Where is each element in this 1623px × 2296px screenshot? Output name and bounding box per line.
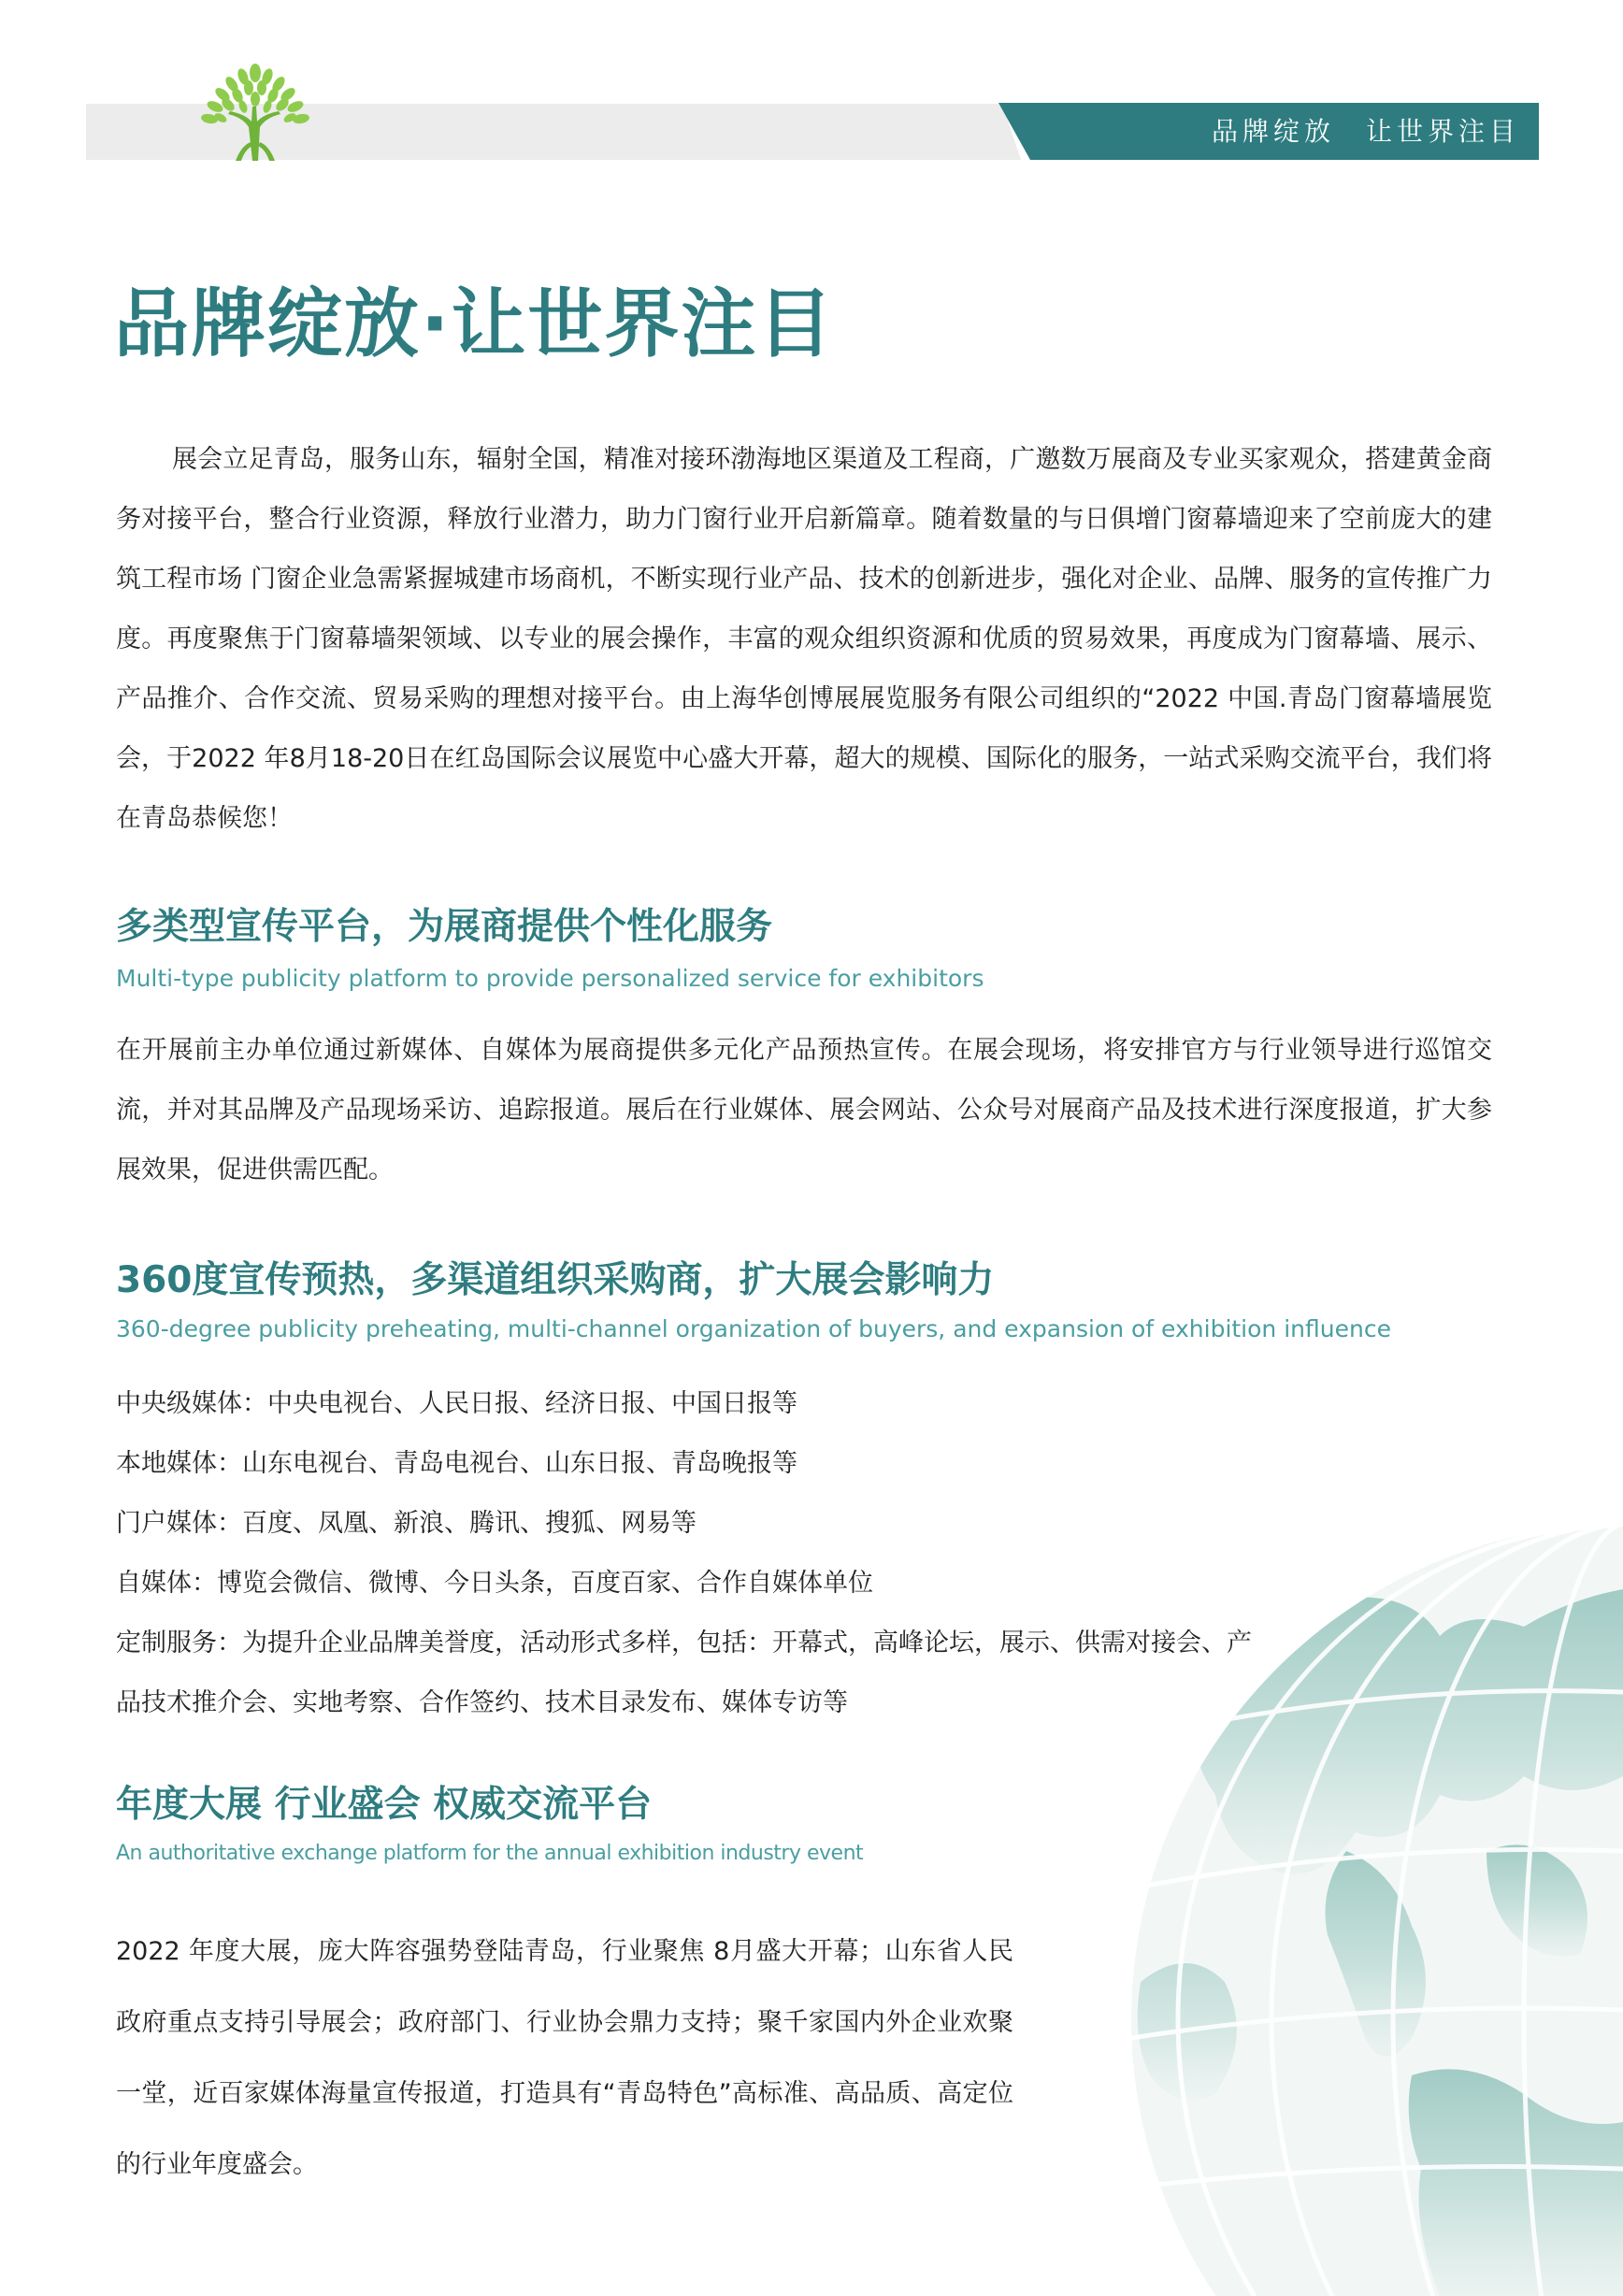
section3-subtitle: An authoritative exchange platform for the annual exhibition industry event bbox=[116, 1842, 864, 1865]
section1-body: 在开展前主办单位通过新媒体、自媒体为展商提供多元化产品预热宣传。在展会现场，将安排官方与行业领导进行巡馆交流，并对其品牌及产品现场采访、追踪报道。展后在行业媒体、展会网站、公众号对展商产品及技术进行深度报道，扩大参展效果，促进供需匹配。 bbox=[116, 1036, 1492, 1184]
intro-paragraph: 展会立足青岛，服务山东，辐射全国，精准对接环渤海地区渠道及工程商，广邀数万展商及专业买家观众，搭建黄金商务对接平台，整合行业资源，释放行业潜力，助力门窗行业开启新篇章。随着数量的与日俱增门窗幕墙迎来了空前庞大的建筑工程市场 门窗企业急需紧握城建市场商机，不断实现行业产品、技术的创新进步，强化对企业、品牌、服务的宣传推广力度。再度聚焦于门窗幕墙架领域、以专业的展会操作，丰富的观众组织资源和优质的贸易效果，再度成为门窗幕墙、展示、产品推介、合作交流、贸易采购的理想对接平台。由上海华创博展展览服务有限公司组织的“2022 中国.青岛门窗幕墙展览会，于2022 年8月18-20日在红岛国际会议展览中心盛大开幕，超大的规模、国际化的服务，一站式采购交流平台，我们将在青岛恭候您！ bbox=[116, 445, 1492, 833]
tree-logo-icon bbox=[187, 60, 327, 163]
page-title: 品牌绽放·让世界注目 bbox=[114, 280, 835, 367]
media-item-custom: 定制服务：为提升企业品牌美誉度，活动形式多样，包括：开幕式，高峰论坛，展示、供需对接会、产品技术推介会、实地考察、合作签约、技术目录发布、媒体专访等 bbox=[116, 1629, 1252, 1717]
header-banner-text: 品牌绽放 让世界注目 bbox=[1211, 116, 1520, 147]
section1-subtitle: Multi-type publicity platform to provide personalized service for exhibitors bbox=[116, 965, 984, 992]
section1-title: 多类型宣传平台，为展商提供个性化服务 bbox=[116, 906, 773, 948]
media-item-portal: 门户媒体：百度、凤凰、新浪、腾讯、搜狐、网易等 bbox=[116, 1509, 697, 1538]
section2-title: 360度宣传预热，多渠道组织采购商，扩大展会影响力 bbox=[116, 1259, 995, 1301]
section2-subtitle: 360-degree publicity preheating, multi-channel organization of buyers, and expansion of exhibition influence bbox=[116, 1315, 1391, 1342]
section3-body: 2022 年度大展，庞大阵容强势登陆青岛，行业聚焦 8月盛大开幕；山东省人民政府重点支持引导展会；政府部门、行业协会鼎力支持；聚千家国内外企业欢聚一堂，近百家媒体海量宣传报道，打造具有“青岛特色”高标准、高品质、高定位的行业年度盛会。 bbox=[116, 1937, 1013, 2179]
media-list bbox=[116, 1374, 1266, 1733]
media-item-self: 自媒体：博览会微信、微博、今日头条，百度百家、合作自媒体单位 bbox=[116, 1569, 873, 1598]
media-item-central: 中央级媒体：中央电视台、人民日报、经济日报、中国日报等 bbox=[116, 1389, 797, 1418]
globe-graphic-icon bbox=[1131, 1496, 1623, 2296]
media-item-local: 本地媒体：山东电视台、青岛电视台、山东日报、青岛晚报等 bbox=[116, 1449, 797, 1478]
section3-title: 年度大展 行业盛会 权威交流平台 bbox=[116, 1784, 653, 1826]
